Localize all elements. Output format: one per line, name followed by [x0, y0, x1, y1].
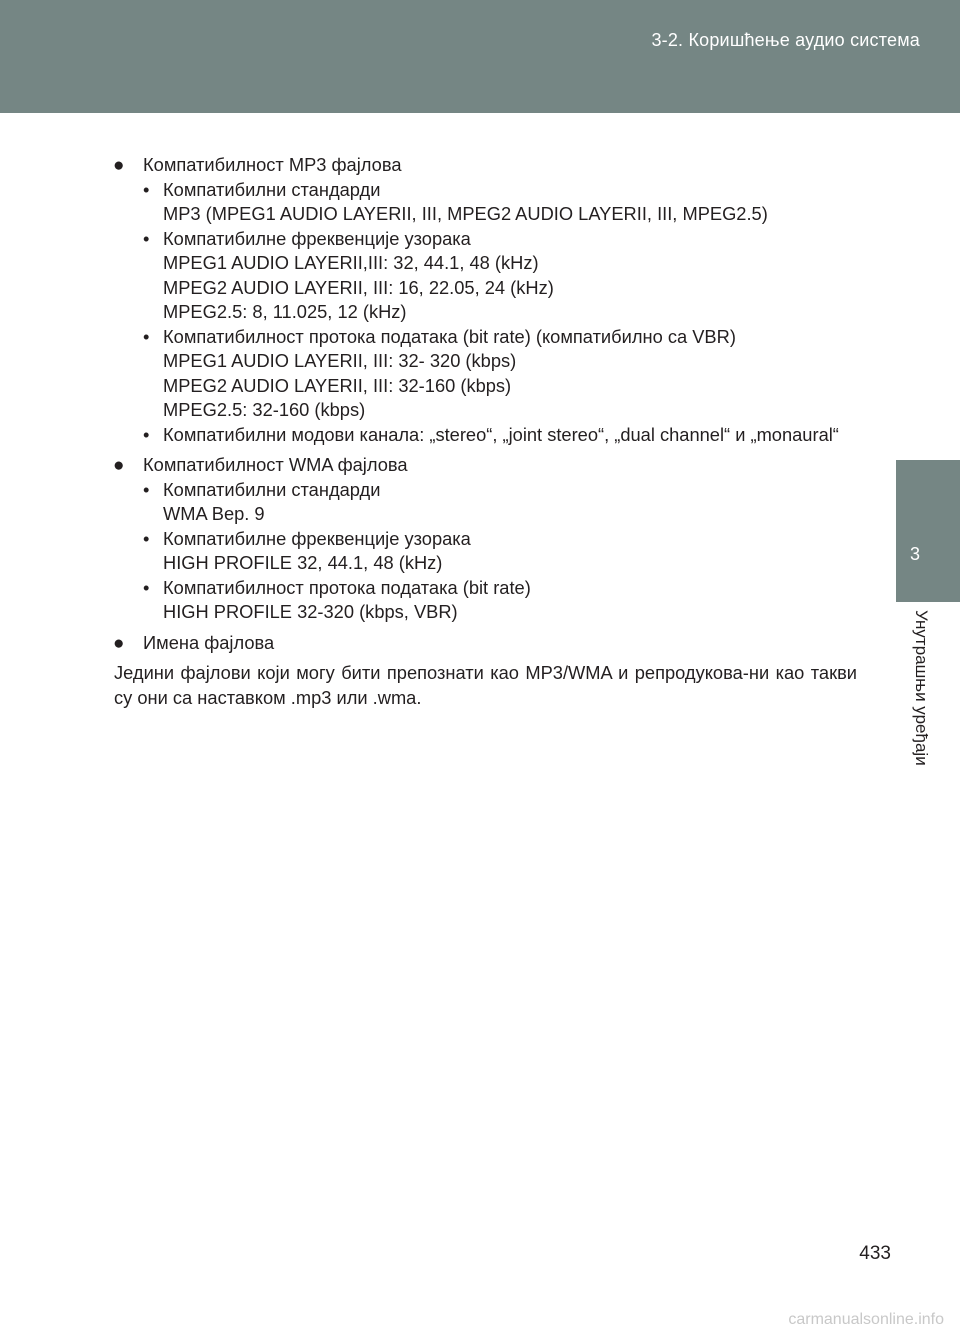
list-item: • Компатибилност протока података (bit rate) (компатибилно са VBR) MPEG1 AUDIO LAYERII, III: 32- 320 (kbps) MPEG2 AUDIO LAYERII, III: 32-160 (kbps) MPEG2.5: 32-160 (kbps): [143, 325, 736, 420]
section-heading: Компатибилност MP3 фајлова: [143, 154, 402, 175]
bullet-icon: •: [143, 178, 150, 200]
bullet-icon: •: [143, 325, 150, 347]
section-heading: Имена фајлова: [143, 631, 275, 653]
bullet-icon: •: [143, 576, 150, 598]
section-mp3: [113, 153, 857, 447]
page-content: [113, 153, 857, 716]
section-heading: Компатибилност WMA фајлова: [143, 454, 408, 475]
chapter-label: [909, 610, 929, 820]
chapter-tab[interactable]: [896, 460, 960, 602]
section-bullet-icon: ●: [113, 155, 125, 176]
chapter-label-text: Унутрашњи уређаји: [912, 610, 931, 766]
paragraph: Једини фајлови који могу бити препознати као MP3/WMA и репродукова-ни као такви су они са наставком .mp3 или .wma.: [114, 662, 857, 708]
watermark: carmanualsonline.info: [788, 1311, 944, 1328]
chapter-number: 3: [909, 544, 920, 564]
header-bar: [0, 0, 960, 113]
section-bullet-icon: ●: [113, 632, 125, 654]
list-item: • Компатибилне фреквенције узорака HIGH PROFILE 32, 44.1, 48 (kHz): [143, 527, 471, 573]
section-file-names: [113, 631, 857, 711]
bullet-icon: •: [143, 227, 150, 249]
section-wma: [113, 453, 857, 625]
section-title: 3-2. Коришћење аудио система: [651, 30, 920, 50]
list-item: • Компатибилни стандарди MP3 (MPEG1 AUDIO LAYERII, III, MPEG2 AUDIO LAYERII, III, MPEG2.5): [143, 178, 768, 224]
bullet-icon: •: [143, 478, 150, 500]
section-bullet-icon: ●: [113, 455, 125, 476]
list-item: • Компатибилни стандарди WMA Вер. 9: [143, 478, 381, 524]
bullet-icon: •: [143, 423, 150, 445]
bullet-icon: •: [143, 527, 150, 549]
list-item: • Компатибилност протока података (bit rate) HIGH PROFILE 32-320 (kbps, VBR): [143, 576, 531, 622]
list-item: • Компатибилне фреквенције узорака MPEG1 AUDIO LAYERII,III: 32, 44.1, 48 (kHz) MPEG2 AUDIO LAYERII, III: 16, 22.05, 24 (kHz) MPEG2.5: 8, 11.025, 12 (kHz): [143, 227, 554, 322]
list-item: • Компатибилни модови канала: „stereo“, „joint stereo“, „dual channel“ и „monaural“: [127, 423, 857, 448]
page-number: 433: [859, 1243, 891, 1264]
